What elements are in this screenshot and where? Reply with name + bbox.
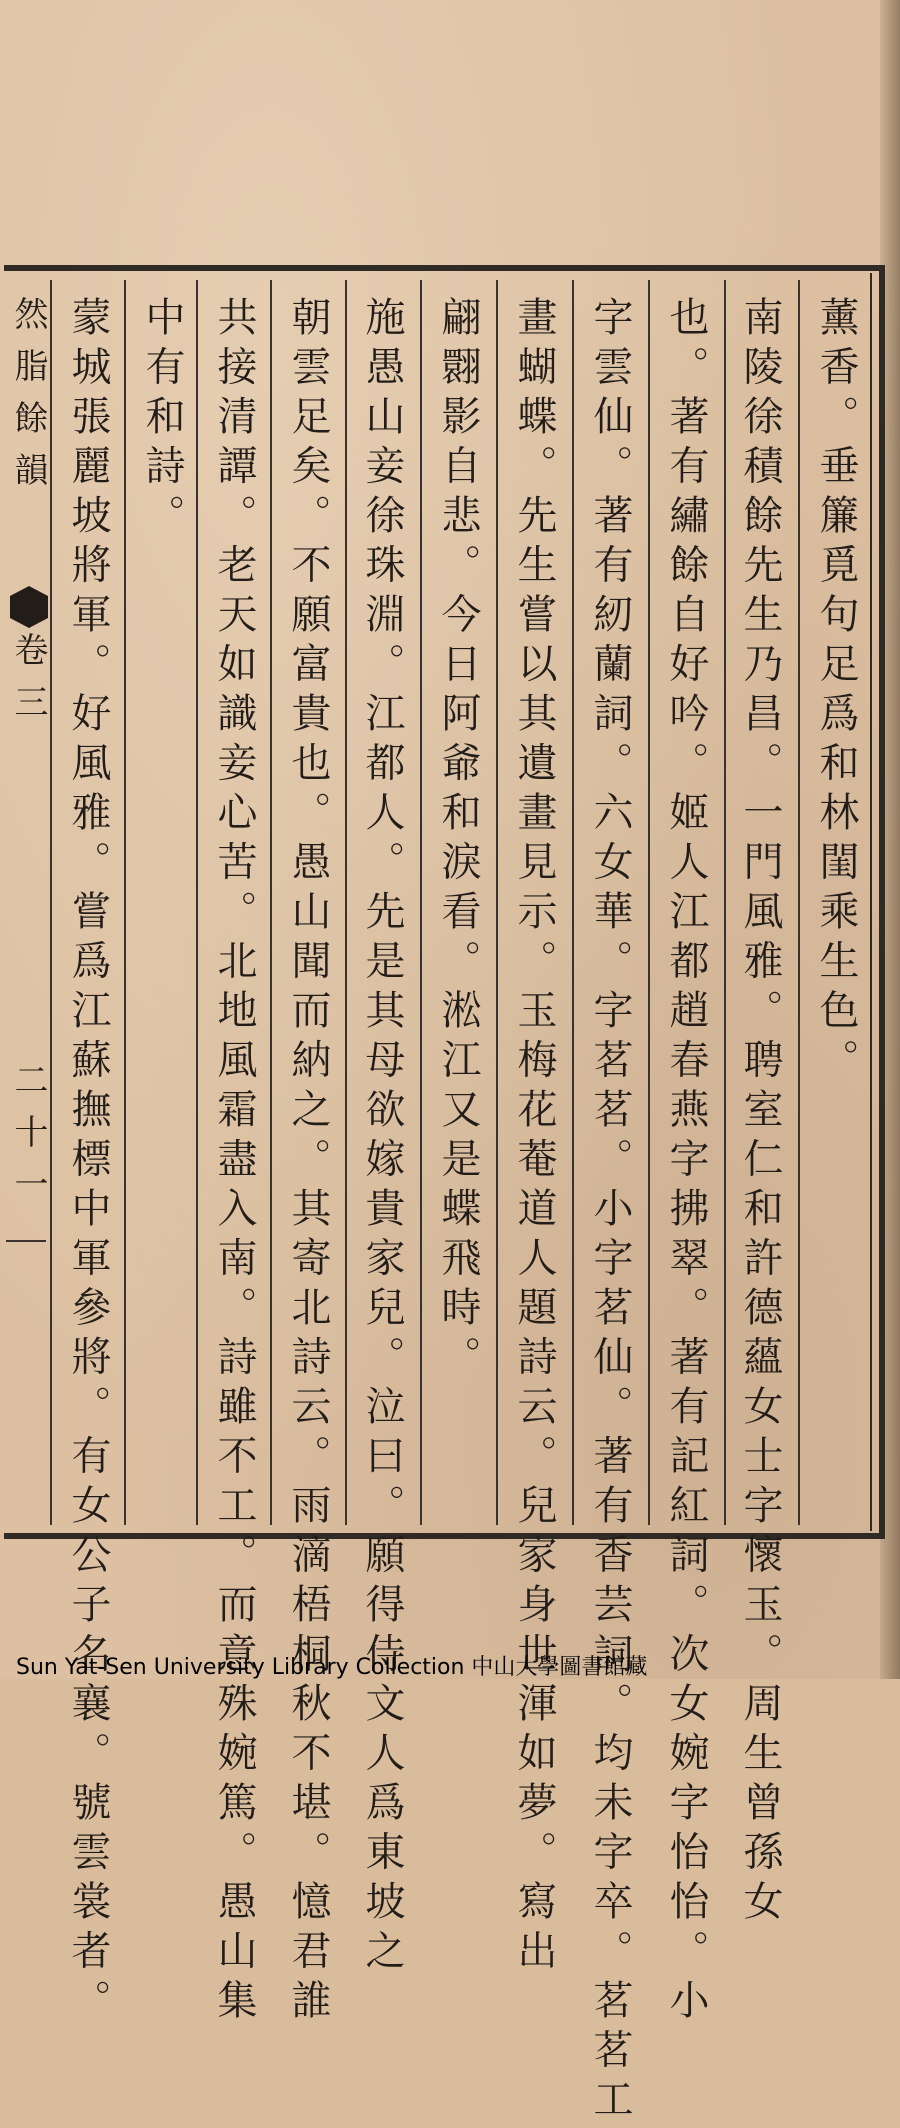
text-column-7: 施愚山妾徐珠淵。江都人。先是其母欲嫁貴家兒。泣曰。願得侍文人爲東坡之	[359, 296, 405, 1979]
text-column-3: 也。著有繡餘自好吟。姬人江都趙春燕字拂翠。著有記紅詞。次女婉字怡怡。小	[663, 296, 709, 2029]
page-margin	[4, 296, 50, 1526]
text-column-6: 翩翾影自悲。今日阿爺和淚看。淞江又是蝶飛時。	[435, 296, 481, 1385]
volume-label: 卷三	[8, 632, 48, 736]
page-number: 二十一	[8, 1062, 48, 1218]
text-column-1: 薰香。垂簾覓句足爲和林閨乘生色。	[813, 296, 859, 1088]
column-rule	[496, 280, 498, 1525]
column-rule	[50, 280, 52, 1525]
text-column-4: 字雲仙。著有紉蘭詞。六女華。字茗茗。小字茗仙。著有香芸詞。均未字卒。茗茗工	[587, 296, 633, 2128]
column-rule	[420, 280, 422, 1525]
text-column-2: 南陵徐積餘先生乃昌。一門風雅。聘室仁和許德蘊女士字懷玉。周生曾孫女	[737, 296, 783, 1930]
column-rule	[724, 280, 726, 1525]
column-rule	[124, 280, 126, 1525]
collection-credit: Sun Yat-Sen University Library Collection 中山大學圖書館藏	[16, 1655, 648, 1680]
text-column-8: 朝雲足矣。不願富貴也。愚山聞而納之。其寄北詩云。雨滴梧桐秋不堪。憶君誰	[285, 296, 331, 2029]
column-rule	[270, 280, 272, 1525]
column-rule	[572, 280, 574, 1525]
text-column-5: 畫蝴蝶。先生嘗以其遺畫見示。玉梅花菴道人題詩云。兒家身世渾如夢。寫出	[511, 296, 557, 1979]
column-rule	[648, 280, 650, 1525]
book-title: 然脂餘韻	[8, 296, 48, 504]
column-rule	[196, 280, 198, 1525]
text-column-11: 蒙城張麗坡將軍。好風雅。嘗爲江蘇撫標中軍參將。有女公子名襄。號雲裳者。	[65, 296, 111, 2029]
column-rule	[345, 280, 347, 1525]
text-column-9: 共接清譚。老天如識妾心苦。北地風霜盡入南。詩雖不工。而意殊婉篤。愚山集	[211, 296, 257, 2029]
column-rule	[798, 280, 800, 1525]
fish-tail-mark	[10, 596, 48, 618]
text-column-10: 中有和詩。	[139, 296, 185, 544]
margin-rule	[6, 1240, 46, 1242]
